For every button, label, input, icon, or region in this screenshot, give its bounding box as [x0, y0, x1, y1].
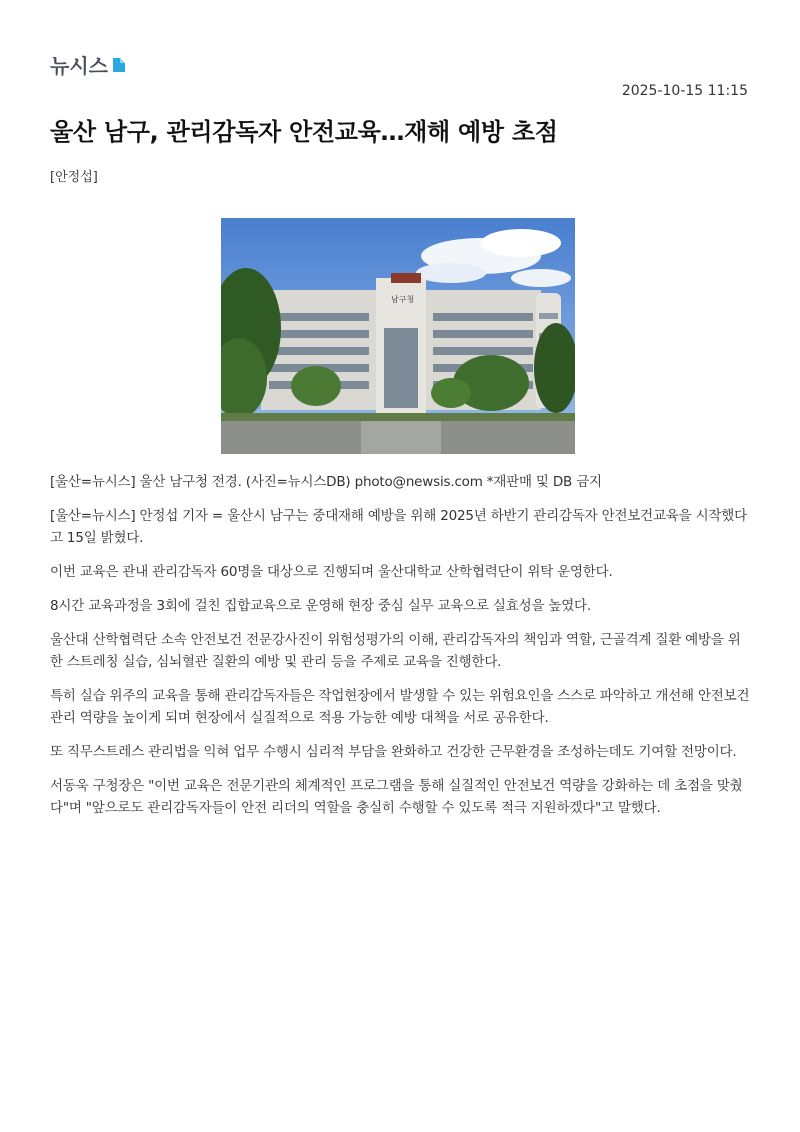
article-paragraph: [울산=뉴시스] 안정섭 기자 = 울산시 남구는 중대재해 예방을 위해 2025년 하반기 관리감독자 안전보건교육을 시작했다고 15일 밝혔다. — [50, 508, 747, 546]
logo-text: 뉴시스 — [50, 54, 108, 78]
article-photo — [221, 218, 575, 454]
article-paragraph: 또 직무스트레스 관리법을 익혀 업무 수행시 심리적 부담을 완화하고 건강한 근무환경을 조성하는데도 기여할 전망이다. — [50, 744, 737, 760]
building-sign: 남구청 — [391, 295, 415, 304]
article-paragraph: 8시간 교육과정을 3회에 걸친 집합교육으로 운영해 현장 중심 실무 교육으로 실효성을 높였다. — [50, 598, 591, 614]
article-title: 울산 남구, 관리감독자 안전교육…재해 예방 초점 — [50, 118, 558, 146]
article-paragraph: 서동욱 구청장은 "이번 교육은 전문기관의 체계적인 프로그램을 통해 실질적인 안전보건 역량을 강화하는 데 초점을 맞췄다"며 "앞으로도 관리감독자들이 안전 리더의 역할을 충실히 수행할 수 있도록 적극 지원하겠다"고 말했다. — [50, 778, 743, 816]
article-paragraph: 울산대 산학협력단 소속 안전보건 전문강사진이 위험성평가의 이해, 관리감독자의 책임과 역할, 근골격계 질환 예방을 위한 스트레칭 실습, 심뇌혈관 질환의 예방 및 관리 등을 주제로 교육을 진행한다. — [50, 632, 741, 670]
article-body — [50, 471, 750, 831]
newsis-logo[interactable] — [50, 50, 127, 79]
photo-caption: [울산=뉴시스] 울산 남구청 전경. (사진=뉴시스DB) photo@newsis.com *재판매 및 DB 금지 — [50, 474, 602, 490]
article-paragraph: 특히 실습 위주의 교육을 통해 관리감독자들은 작업현장에서 발생할 수 있는 위험요인을 스스로 파악하고 개선해 안전보건관리 역량을 높이게 되며 현장에서 실질적으로 적용 가능한 예방 대책을 서로 공유한다. — [50, 688, 750, 726]
logo-mark-icon — [111, 56, 127, 74]
article-date: 2025-10-15 11:15 — [621, 83, 748, 99]
article-byline: [안정섭] — [50, 170, 98, 185]
article-paragraph: 이번 교육은 관내 관리감독자 60명을 대상으로 진행되며 울산대학교 산학협력단이 위탁 운영한다. — [50, 564, 613, 580]
city-hall-building-image — [221, 218, 575, 454]
